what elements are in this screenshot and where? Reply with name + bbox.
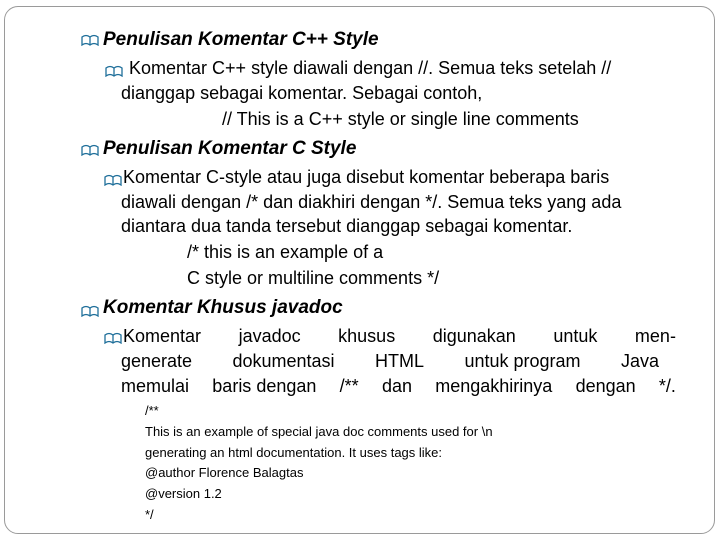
word: /**	[339, 376, 359, 396]
body-text	[121, 376, 676, 397]
word: Java	[620, 351, 659, 371]
section-heading: Penulisan Komentar C Style	[103, 138, 357, 159]
code-example: C style or multiline comments */	[187, 268, 440, 288]
word: untuk	[553, 326, 598, 346]
code-line: This is an example of special java doc comments used for \n	[145, 424, 493, 439]
word: generate	[121, 351, 193, 371]
word: dan	[381, 376, 412, 396]
word: Komentar	[123, 326, 202, 346]
body-text: dianggap sebagai komentar. Sebagai contoh,	[121, 83, 483, 103]
open-book-icon	[80, 304, 100, 318]
code-example: /* this is an example of a	[187, 242, 384, 262]
word: men-	[634, 326, 676, 346]
word: dokumentasi	[232, 351, 335, 371]
word: dengan	[575, 376, 636, 396]
word: mengakhirinya	[435, 376, 553, 396]
body-text: diawali dengan /* dan diakhiri dengan */. Semua teks yang ada	[121, 192, 622, 212]
section-heading: Komentar Khusus javadoc	[103, 297, 343, 318]
word: baris dengan	[212, 376, 317, 396]
code-example: // This is a C++ style or single line comments	[222, 109, 579, 129]
body-text: Komentar C-style atau juga disebut komentar beberapa baris	[123, 167, 610, 187]
body-text	[123, 326, 676, 347]
section-heading: Penulisan Komentar C++ Style	[103, 29, 379, 50]
word: digunakan	[432, 326, 516, 346]
word: javadoc	[238, 326, 301, 346]
code-line: @version 1.2	[145, 486, 222, 501]
body-text	[121, 351, 659, 372]
code-line: /**	[145, 403, 159, 418]
open-book-icon	[103, 331, 123, 345]
open-book-icon	[104, 64, 124, 78]
open-book-icon	[80, 33, 100, 47]
word: khusus	[338, 326, 396, 346]
code-line: generating an html documentation. It uses tags like:	[145, 445, 443, 460]
word: memulai	[121, 376, 190, 396]
code-line: @author Florence Balagtas	[145, 465, 304, 480]
word: */.	[658, 376, 676, 396]
word: HTML	[375, 351, 424, 371]
body-text: diantara dua tanda tersebut dianggap sebagai komentar.	[121, 216, 573, 236]
body-text: Komentar C++ style diawali dengan //. Semua teks setelah //	[129, 58, 612, 78]
open-book-icon	[103, 173, 123, 187]
code-line: */	[145, 507, 154, 522]
open-book-icon	[80, 143, 100, 157]
word: untuk program	[464, 351, 581, 371]
